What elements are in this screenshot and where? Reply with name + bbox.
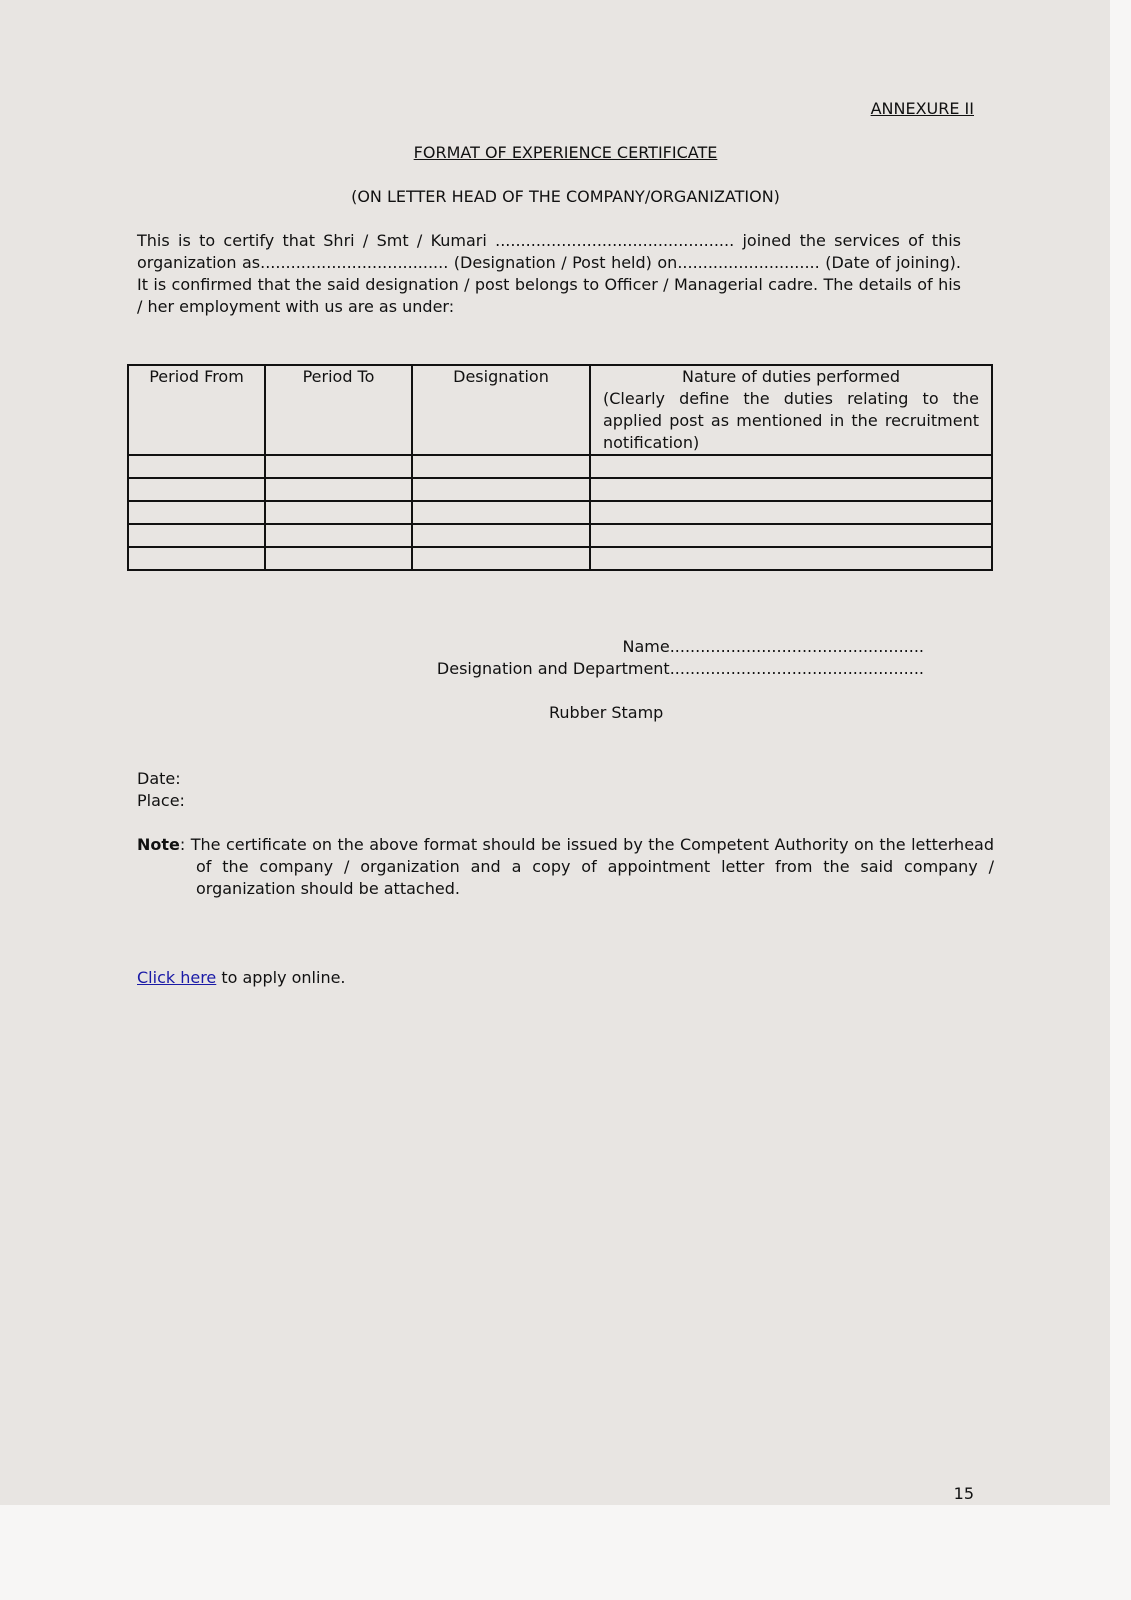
table-row — [128, 547, 992, 570]
header-designation: Designation — [412, 365, 590, 455]
table-row — [128, 455, 992, 478]
annexure-label: ANNEXURE II — [870, 99, 974, 118]
note-text: : The certificate on the above format should be issued by the Competent Authority on the letterhead of the company / organization and a copy of appointment letter from the said company / organization should be attached. — [179, 835, 994, 898]
apply-online-text: to apply online. — [216, 968, 346, 987]
duties-note: (Clearly define the duties relating to the applied post as mentioned in the recruitment notification) — [603, 389, 979, 452]
date-label: Date: — [137, 769, 181, 788]
table-row — [128, 501, 992, 524]
duties-title: Nature of duties performed — [681, 367, 900, 386]
note-label: Note — [137, 835, 180, 854]
table-row — [128, 524, 992, 547]
table-row — [128, 478, 992, 501]
name-line: Name.................................................. — [622, 637, 924, 656]
designation-line: Designation and Department.................................................. — [436, 659, 924, 678]
place-label: Place: — [137, 791, 185, 810]
rubber-stamp-label: Rubber Stamp — [549, 703, 664, 722]
page-number: 15 — [953, 1484, 974, 1503]
certificate-body: This is to certify that Shri / Smt / Kumari ............................................... joined the services of this organization as..................................... (Designation / Post held) on............................ (Date of joining). It is confirmed that the said designation / post belongs to Officer / Managerial cadre. The details of his / her employment with us are as under: — [137, 231, 961, 316]
header-period-from: Period From — [128, 365, 265, 455]
header-period-to: Period To — [265, 365, 412, 455]
note-paragraph — [137, 834, 994, 900]
header-duties — [590, 365, 992, 455]
document-subtitle: (ON LETTER HEAD OF THE COMPANY/ORGANIZATION) — [351, 187, 780, 206]
apply-online-line — [137, 968, 346, 987]
document-title: FORMAT OF EXPERIENCE CERTIFICATE — [413, 143, 718, 162]
employment-table — [127, 364, 993, 571]
click-here-link[interactable]: Click here — [137, 968, 217, 987]
table-header-row — [128, 365, 992, 455]
